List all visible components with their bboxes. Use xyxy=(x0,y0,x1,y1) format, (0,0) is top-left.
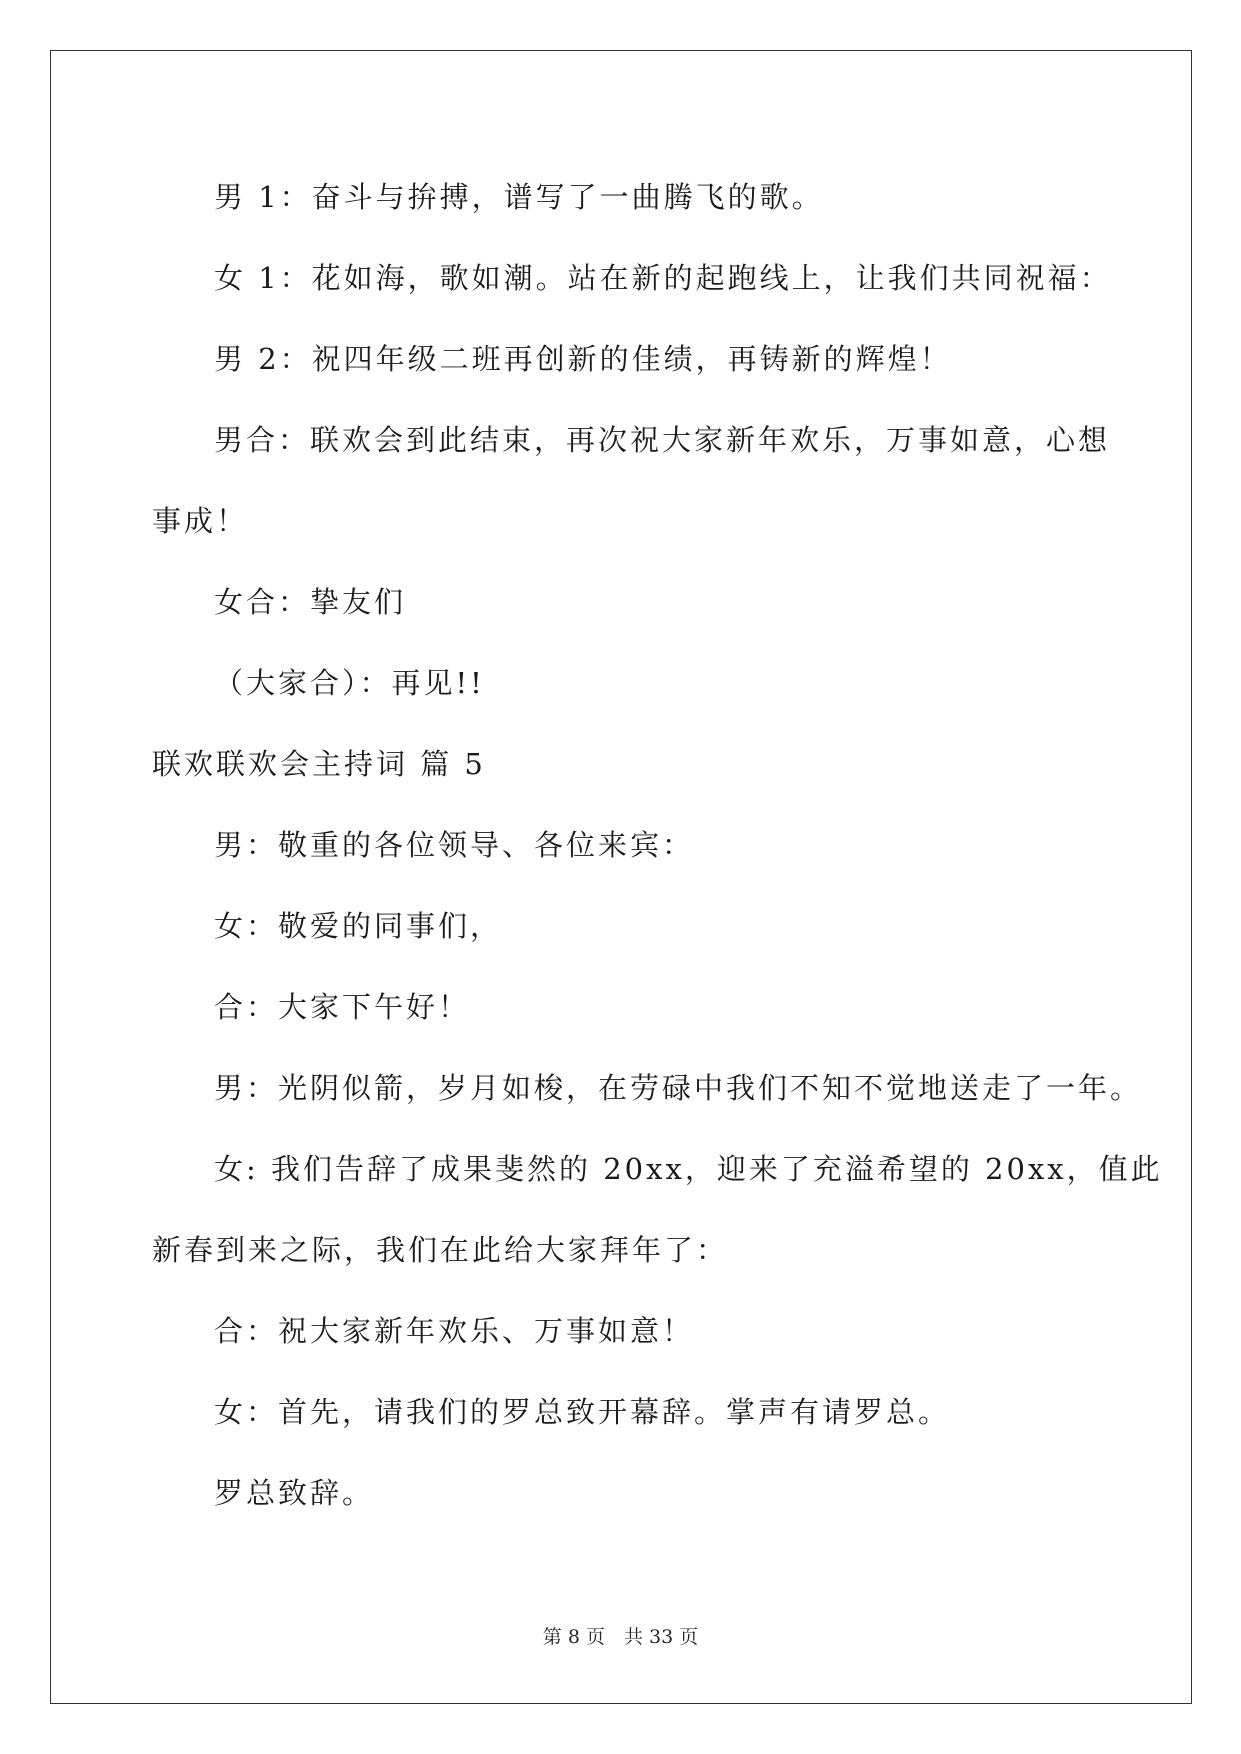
paragraph-10: 男：光阴似箭，岁月如梭，在劳碌中我们不知不觉地送走了一年。 xyxy=(214,1071,1143,1105)
paragraph-13: 女：首先，请我们的罗总致开幕辞。掌声有请罗总。 xyxy=(214,1395,951,1429)
page-number-footer: 第 8 页 共 33 页 xyxy=(542,1626,699,1648)
paragraph-14: 罗总致辞。 xyxy=(214,1476,375,1510)
paragraph-3: 男 2：祝四年级二班再创新的佳绩，再铸新的辉煌！ xyxy=(214,342,952,376)
paragraph-8: 女：敬爱的同事们， xyxy=(214,909,503,943)
paragraph-1: 男 1：奋斗与拚搏，谱写了一曲腾飞的歌。 xyxy=(214,180,824,214)
paragraph-2: 女 1：花如海，歌如潮。站在新的起跑线上，让我们共同祝福： xyxy=(214,261,1112,295)
paragraph-9: 合：大家下午好！ xyxy=(214,990,471,1024)
section-heading: 联欢联欢会主持词 篇 5 xyxy=(152,747,486,781)
paragraph-4-continued: 事成！ xyxy=(152,504,249,538)
paragraph-4: 男合：联欢会到此结束，再次祝大家新年欢乐，万事如意，心想 xyxy=(214,423,1111,457)
paragraph-11-continued: 新春到来之际，我们在此给大家拜年了： xyxy=(152,1233,729,1267)
paragraph-6: （大家合）：再见!! xyxy=(214,666,485,700)
paragraph-7: 男：敬重的各位领导、各位来宾： xyxy=(214,828,695,862)
paragraph-11: 女: 我们告辞了成果斐然的 20xx，迎来了充溢希望的 20xx，值此 xyxy=(214,1152,1163,1186)
paragraph-12: 合：祝大家新年欢乐、万事如意！ xyxy=(214,1314,695,1348)
paragraph-5: 女合：挚友们 xyxy=(214,585,407,619)
page-border xyxy=(50,50,1192,1704)
